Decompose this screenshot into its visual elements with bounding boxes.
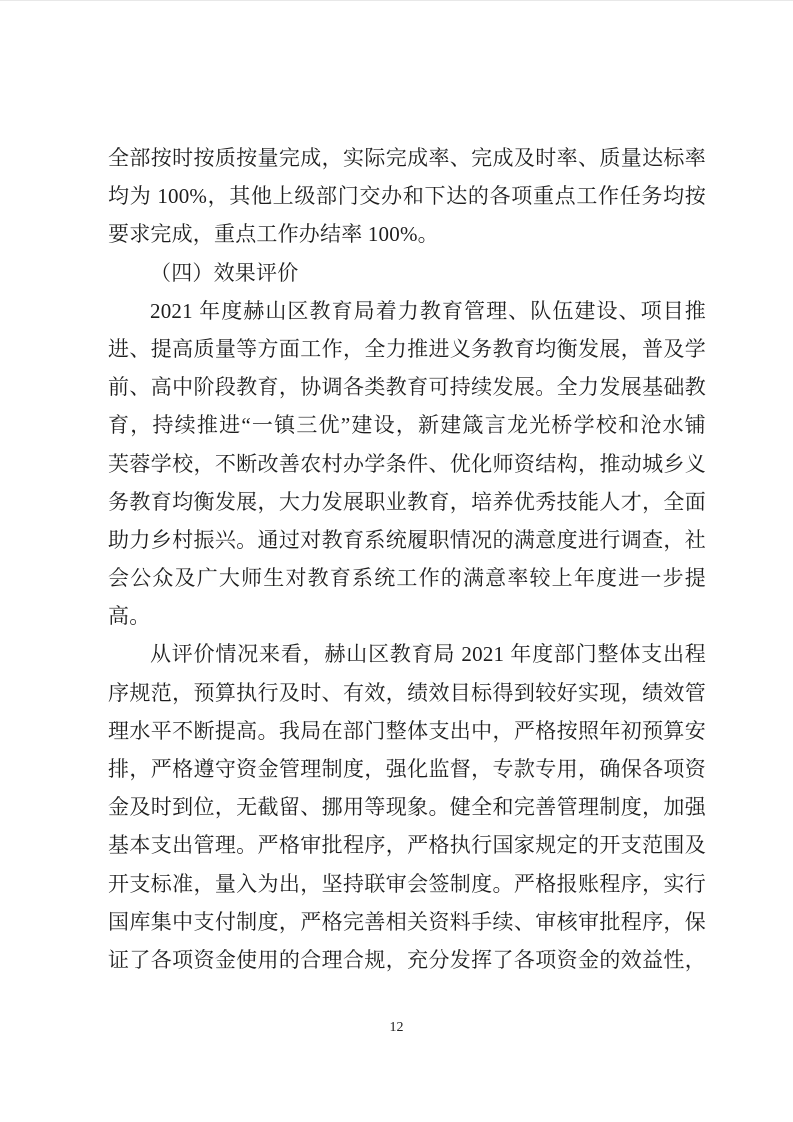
text-line: 从评价情况来看，赫山区教育局 2021 年度部门整体支出程 (150, 642, 706, 667)
text-line: 理水平不断提高。我局在部门整体支出中，严格按照年初预算安 (108, 718, 706, 743)
text-line: 均为 100%，其他上级部门交办和下达的各项重点工作任务均按 (108, 184, 706, 209)
text-line: 芙蓉学校，不断改善农村办学条件、优化师资结构，推动城乡义 (108, 451, 706, 476)
text-line: 金及时到位，无截留、挪用等现象。健全和完善管理制度，加强 (108, 795, 706, 820)
text-line: 务教育均衡发展，大力发展职业教育，培养优秀技能人才，全面 (108, 489, 706, 514)
text-line: 基本支出管理。严格审批程序，严格执行国家规定的开支范围及 (108, 833, 706, 858)
text-line: 全部按时按质按量完成，实际完成率、完成及时率、质量达标率 (108, 146, 706, 170)
text-line: 排，严格遵守资金管理制度，强化监督，专款专用，确保各项资 (108, 757, 706, 781)
text-line: 进、提高质量等方面工作，全力推进义务教育均衡发展，普及学 (108, 336, 706, 361)
text-line: 开支标准，量入为出，坚持联审会签制度。严格报账程序，实行 (108, 871, 706, 896)
text-line: 前、高中阶段教育，协调各类教育可持续发展。全力发展基础教 (108, 375, 706, 400)
text-line: 高。 (108, 604, 151, 629)
text-line: 2021 年度赫山区教育局着力教育管理、队伍建设、项目推 (150, 298, 706, 323)
text-line: 育，持续推进“一镇三优”建设，新建箴言龙光桥学校和沧水铺 (108, 413, 706, 438)
text-line: 助力乡村振兴。通过对教育系统履职情况的满意度进行调查，社 (108, 527, 706, 552)
page-number: 12 (389, 1020, 404, 1035)
body-text (108, 139, 706, 979)
text-line: 要求完成，重点工作办结率 100%。 (108, 222, 439, 247)
section-heading: （四）效果评价 (150, 260, 299, 285)
text-line: 会公众及广大师生对教育系统工作的满意率较上年度进一步提 (108, 566, 706, 591)
text-line: 国库集中支付制度，严格完善相关资料手续、审核审批程序，保 (108, 909, 706, 934)
text-line: 证了各项资金使用的合理合规，充分发挥了各项资金的效益性， (108, 947, 706, 972)
text-line: 序规范，预算执行及时、有效，绩效目标得到较好实现，绩效管 (108, 680, 706, 705)
